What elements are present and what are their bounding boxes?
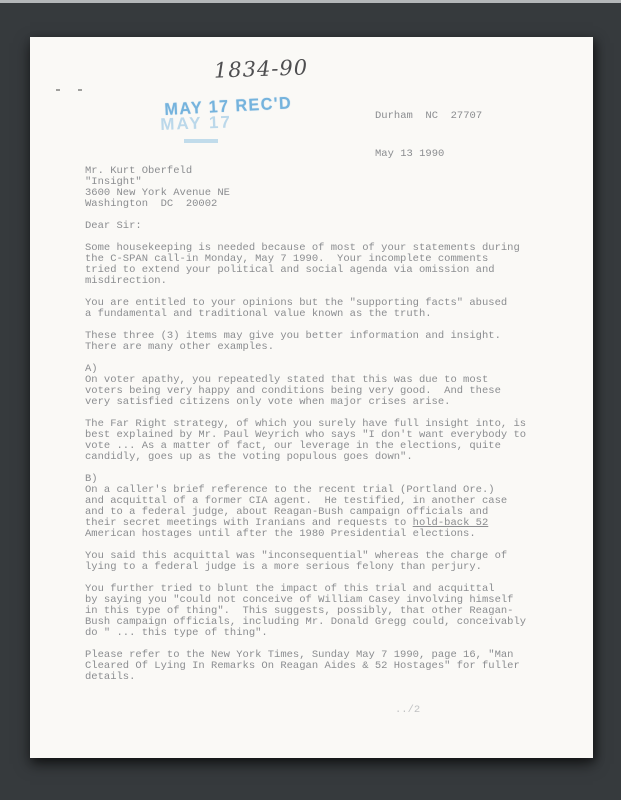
paragraph-line: Bush campaign officials, including Mr. Donald Gregg could, conceivably bbox=[85, 616, 527, 628]
paragraph-line: Cleared Of Lying In Remarks On Reagan Aides & 52 Hostages" for fuller bbox=[85, 660, 520, 672]
paragraph-line: best explained by Mr. Paul Weyrich who says "I don't want everybody to bbox=[85, 429, 527, 441]
paragraph-line: You further tried to blunt the impact of this trial and acquittal bbox=[85, 583, 495, 595]
underlined-text: hold-back 52 bbox=[412, 517, 489, 529]
paragraph-line: On a caller's brief reference to the recent trial (Portland Ore.) bbox=[85, 484, 495, 496]
paragraph-line: candidly, goes up as the voting populous goes down". bbox=[85, 451, 413, 463]
paragraph-line: a fundamental and traditional value known as the truth. bbox=[85, 308, 432, 320]
letter-paragraphs bbox=[85, 243, 563, 683]
stamp-ghost-text: MAY 17 bbox=[160, 112, 233, 134]
stamp-ink-smudge bbox=[184, 139, 218, 143]
paragraph-line: very satisfied citizens only vote when major crises arise. bbox=[85, 396, 451, 408]
letter-body bbox=[85, 166, 563, 694]
paragraph-line: B) bbox=[85, 473, 98, 485]
paragraph-line: and acquittal of a former CIA agent. He testified, in another case bbox=[85, 495, 508, 507]
paragraph-line: Some housekeeping is needed because of most of your statements during bbox=[85, 242, 520, 254]
paragraph-line: There are many other examples. bbox=[85, 341, 275, 353]
paragraph-line: vote ... As a matter of fact, our leverage in the elections, quite bbox=[85, 440, 501, 452]
handwritten-case-number: 1834-90 bbox=[213, 55, 309, 83]
paragraph-line: and to a federal judge, about Reagan-Bush campaign officials and bbox=[85, 506, 489, 518]
paragraph-line: You are entitled to your opinions but the "supporting facts" abused bbox=[85, 297, 508, 309]
paragraph bbox=[85, 331, 563, 353]
paragraph-line: in this type of thing". This suggests, possibly, that other Reagan- bbox=[85, 605, 514, 617]
paragraph-line: A) bbox=[85, 363, 98, 375]
recipient-line: Washington DC 20002 bbox=[85, 198, 218, 210]
recipient-line: 3600 New York Avenue NE bbox=[85, 187, 230, 199]
paragraph-line: voters being very happy and conditions being very good. And these bbox=[85, 385, 501, 397]
paragraph-line: by saying you "could not conceive of William Casey involving himself bbox=[85, 594, 514, 606]
paragraph-line: tried to extend your political and social agenda via omission and bbox=[85, 264, 495, 276]
paragraph bbox=[85, 584, 563, 639]
letter-date: May 13 1990 bbox=[375, 148, 445, 160]
paragraph-line: the C-SPAN call-in Monday, May 7 1990. Your incomplete comments bbox=[85, 253, 489, 265]
paragraph-line: lying to a federal judge is a more serious felony than perjury. bbox=[85, 561, 482, 573]
paragraph-line: their secret meetings with Iranians and requests to hold-back 52 bbox=[85, 517, 489, 529]
stamp-main-text: MAY 17 REC'D bbox=[164, 93, 293, 119]
paragraph-line: You said this acquittal was "inconsequential" whereas the charge of bbox=[85, 550, 508, 562]
paragraph bbox=[85, 650, 563, 683]
paragraph-line: Please refer to the New York Times, Sunday May 7 1990, page 16, "Man bbox=[85, 649, 514, 661]
photo-top-edge bbox=[0, 0, 621, 3]
recipient-line: Mr. Kurt Oberfeld bbox=[85, 165, 193, 177]
paragraph-line: On voter apathy, you repeatedly stated that this was due to most bbox=[85, 374, 489, 386]
paragraph bbox=[85, 243, 563, 287]
salutation: Dear Sir: bbox=[85, 220, 142, 232]
paragraph bbox=[85, 474, 563, 540]
pencil-mark bbox=[56, 89, 60, 91]
recipient-address-block bbox=[85, 166, 563, 210]
paragraph bbox=[85, 298, 563, 320]
paragraph bbox=[85, 364, 563, 408]
letter-page bbox=[30, 37, 593, 758]
recipient-line: "Insight" bbox=[85, 176, 142, 188]
paragraph-line: details. bbox=[85, 671, 136, 683]
paragraph-line: These three (3) items may give you better information and insight. bbox=[85, 330, 501, 342]
paragraph bbox=[85, 551, 563, 573]
paragraph-line: American hostages until after the 1980 Presidential elections. bbox=[85, 528, 476, 540]
paragraph-line: misdirection. bbox=[85, 275, 167, 287]
page-continuation-marker: ../2 bbox=[395, 704, 421, 716]
paragraph-line: do " ... this type of thing". bbox=[85, 627, 268, 639]
paragraph bbox=[85, 419, 563, 463]
sender-city-line: Durham NC 27707 bbox=[375, 110, 483, 122]
received-date-stamp bbox=[158, 95, 348, 150]
paragraph-line: The Far Right strategy, of which you surely have full insight into, is bbox=[85, 418, 527, 430]
pencil-mark bbox=[78, 89, 82, 91]
